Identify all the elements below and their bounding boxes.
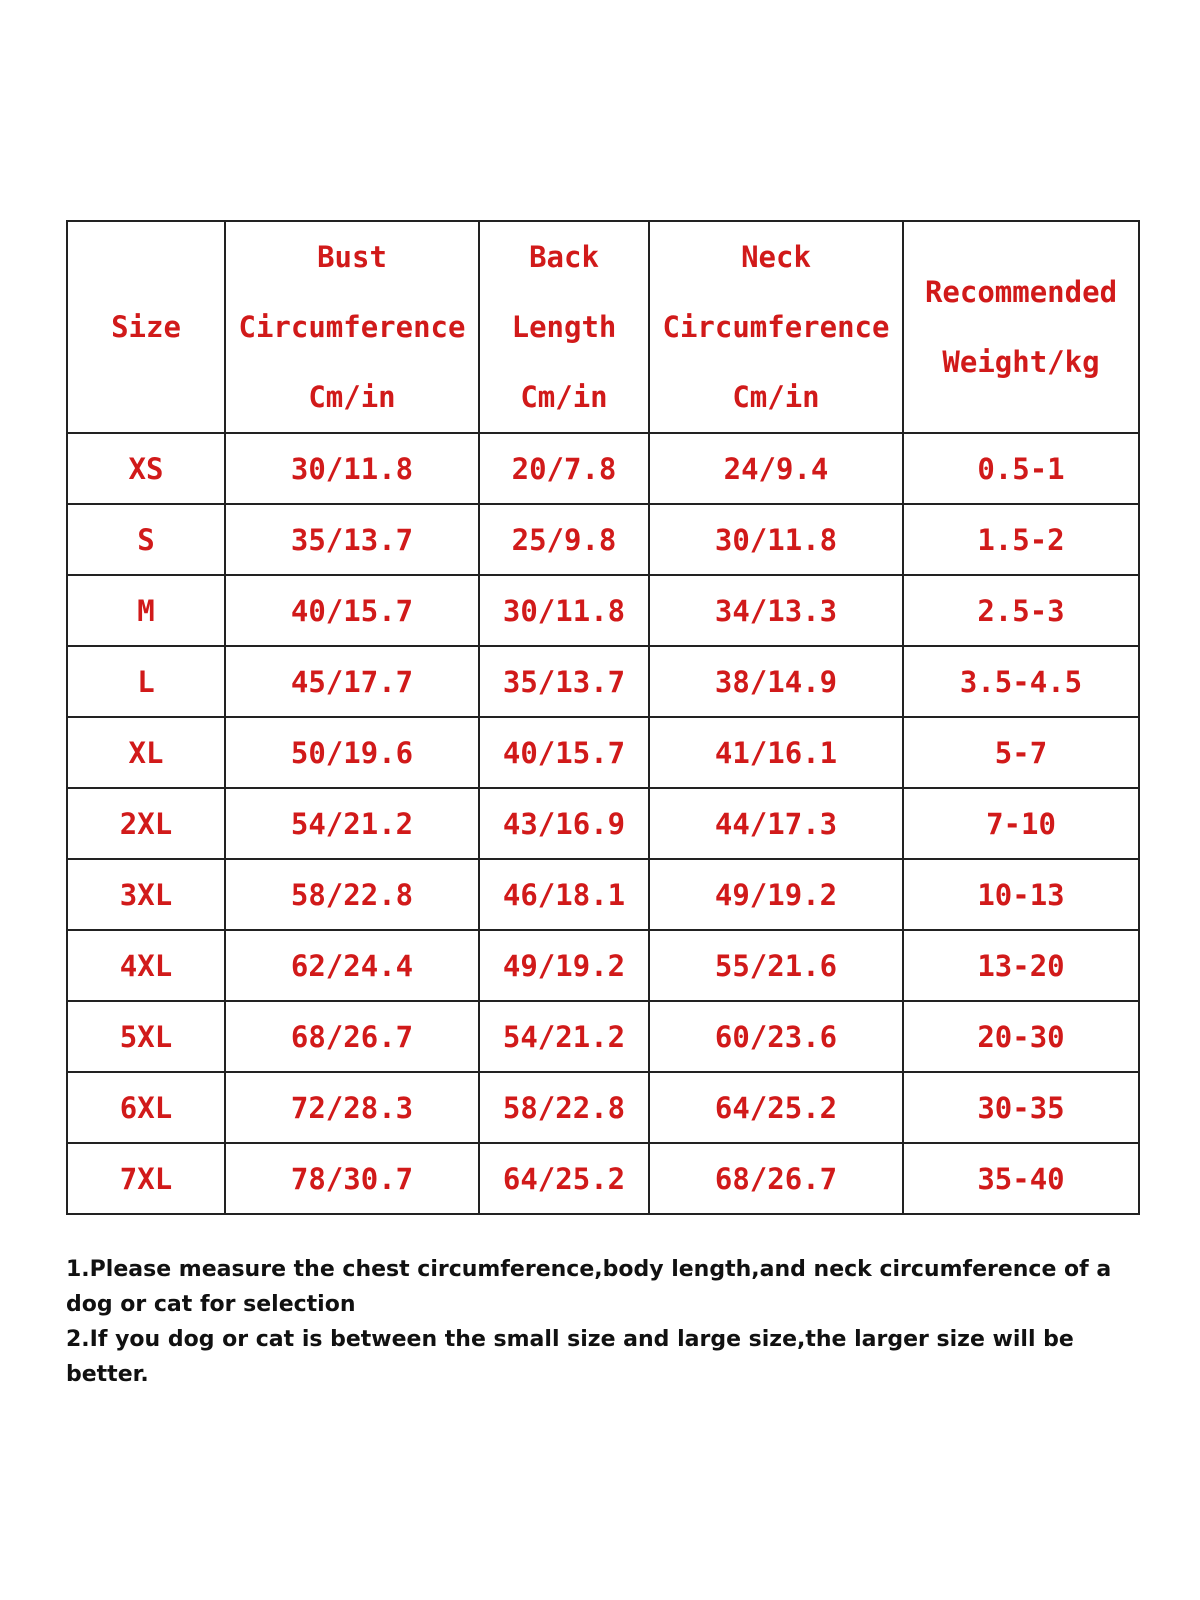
table-row <box>67 788 1139 859</box>
cell-size: M <box>67 575 225 646</box>
cell-neck: 44/17.3 <box>649 788 903 859</box>
cell-bust: 78/30.7 <box>225 1143 479 1214</box>
cell-neck: 30/11.8 <box>649 504 903 575</box>
table-row <box>67 1072 1139 1143</box>
cell-neck: 49/19.2 <box>649 859 903 930</box>
table-row <box>67 575 1139 646</box>
cell-back: 43/16.9 <box>479 788 649 859</box>
cell-weight: 7-10 <box>903 788 1139 859</box>
note-measure: 1.Please measure the chest circumference,body length,and neck circumference of a dog or cat for selection <box>66 1257 1112 1317</box>
cell-size: 6XL <box>67 1072 225 1143</box>
cell-bust: 50/19.6 <box>225 717 479 788</box>
cell-back: 58/22.8 <box>479 1072 649 1143</box>
cell-back: 46/18.1 <box>479 859 649 930</box>
cell-back: 64/25.2 <box>479 1143 649 1214</box>
cell-weight: 20-30 <box>903 1001 1139 1072</box>
cell-back: 40/15.7 <box>479 717 649 788</box>
cell-neck: 64/25.2 <box>649 1072 903 1143</box>
cell-neck: 60/23.6 <box>649 1001 903 1072</box>
cell-size: L <box>67 646 225 717</box>
table-row <box>67 1143 1139 1214</box>
cell-neck: 24/9.4 <box>649 433 903 504</box>
cell-neck: 34/13.3 <box>649 575 903 646</box>
table-row <box>67 646 1139 717</box>
note-between-sizes: 2.If you dog or cat is between the small size and large size,the larger size will be better. <box>66 1327 1074 1387</box>
cell-back: 30/11.8 <box>479 575 649 646</box>
header-neck-circumference: Neck Circumference Cm/in <box>649 221 903 433</box>
cell-bust: 30/11.8 <box>225 433 479 504</box>
cell-neck: 41/16.1 <box>649 717 903 788</box>
cell-bust: 40/15.7 <box>225 575 479 646</box>
cell-back: 54/21.2 <box>479 1001 649 1072</box>
table-header-row <box>67 221 1139 433</box>
size-chart-table <box>66 220 1140 1215</box>
sizing-notes <box>66 1252 1136 1392</box>
header-recommended-weight: Recommended Weight/kg <box>903 221 1139 433</box>
header-bust-circumference: Bust Circumference Cm/in <box>225 221 479 433</box>
cell-weight: 1.5-2 <box>903 504 1139 575</box>
cell-back: 20/7.8 <box>479 433 649 504</box>
cell-back: 35/13.7 <box>479 646 649 717</box>
cell-bust: 68/26.7 <box>225 1001 479 1072</box>
table-row <box>67 433 1139 504</box>
cell-bust: 45/17.7 <box>225 646 479 717</box>
cell-weight: 13-20 <box>903 930 1139 1001</box>
cell-size: 4XL <box>67 930 225 1001</box>
cell-bust: 58/22.8 <box>225 859 479 930</box>
cell-bust: 35/13.7 <box>225 504 479 575</box>
cell-weight: 0.5-1 <box>903 433 1139 504</box>
cell-back: 25/9.8 <box>479 504 649 575</box>
header-size: Size <box>67 221 225 433</box>
cell-neck: 38/14.9 <box>649 646 903 717</box>
cell-weight: 3.5-4.5 <box>903 646 1139 717</box>
cell-bust: 54/21.2 <box>225 788 479 859</box>
cell-back: 49/19.2 <box>479 930 649 1001</box>
cell-weight: 5-7 <box>903 717 1139 788</box>
table-row <box>67 1001 1139 1072</box>
cell-size: 7XL <box>67 1143 225 1214</box>
table-row <box>67 504 1139 575</box>
cell-bust: 62/24.4 <box>225 930 479 1001</box>
cell-size: S <box>67 504 225 575</box>
cell-neck: 68/26.7 <box>649 1143 903 1214</box>
cell-neck: 55/21.6 <box>649 930 903 1001</box>
table-row <box>67 930 1139 1001</box>
cell-size: XL <box>67 717 225 788</box>
cell-weight: 2.5-3 <box>903 575 1139 646</box>
cell-size: 3XL <box>67 859 225 930</box>
cell-size: 2XL <box>67 788 225 859</box>
table-row <box>67 717 1139 788</box>
header-back-length: Back Length Cm/in <box>479 221 649 433</box>
cell-size: 5XL <box>67 1001 225 1072</box>
cell-bust: 72/28.3 <box>225 1072 479 1143</box>
cell-weight: 30-35 <box>903 1072 1139 1143</box>
cell-weight: 35-40 <box>903 1143 1139 1214</box>
cell-weight: 10-13 <box>903 859 1139 930</box>
cell-size: XS <box>67 433 225 504</box>
table-row <box>67 859 1139 930</box>
